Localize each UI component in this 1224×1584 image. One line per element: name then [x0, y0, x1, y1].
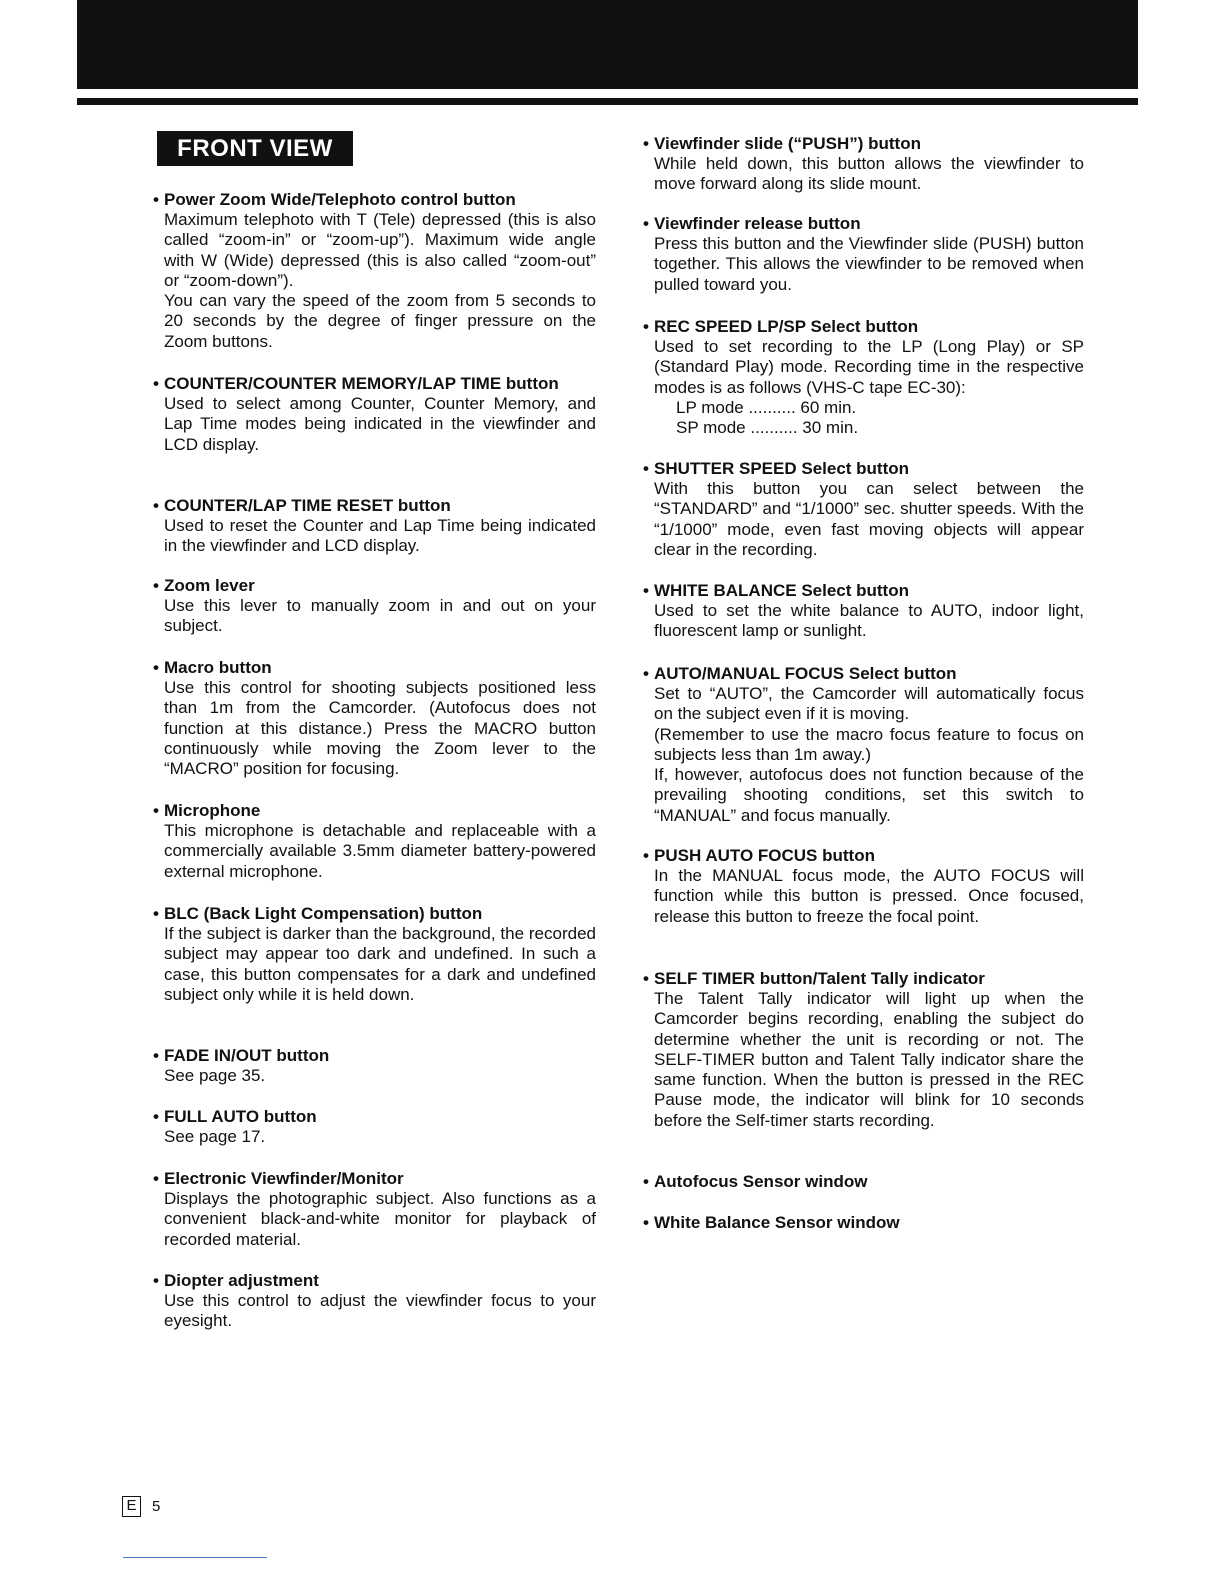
entry-autofocus-sensor — [638, 1172, 1084, 1192]
entry-body — [148, 596, 596, 637]
entry-macro — [148, 658, 596, 779]
bullet-icon: • — [153, 1271, 159, 1290]
entry-title: • AUTO/MANUAL FOCUS Select button — [638, 664, 1084, 684]
bullet-icon: • — [643, 581, 649, 600]
entry-title: • Viewfinder slide (“PUSH”) button — [638, 134, 1084, 154]
entry-body — [638, 337, 1084, 438]
entry-paragraph: Displays the photographic subject. Also functions as a convenient black-and-white monitor for playback of recorded material. — [164, 1189, 596, 1249]
entry-title: • Diopter adjustment — [148, 1271, 596, 1291]
entry-body — [148, 821, 596, 882]
bullet-icon: • — [643, 664, 649, 683]
entry-paragraph: Use this control for shooting subjects positioned less than 1m from the Camcorder. (Autofocus does not function at this distance.) Press the MACRO button continuously while moving the Zoom lever to the “MACRO” position for focusing. — [164, 678, 596, 779]
entry-paragraph: Used to select among Counter, Counter Memory, and Lap Time modes being indicated in the viewfinder and LCD display. — [164, 394, 596, 454]
bullet-icon: • — [643, 134, 649, 153]
header-rule — [77, 98, 1138, 105]
entry-viewfinder-slide — [638, 134, 1084, 195]
entry-body — [638, 479, 1084, 560]
page-number: 5 — [152, 1498, 161, 1515]
entry-shutter-speed — [638, 459, 1084, 560]
entry-body — [148, 924, 596, 1005]
entry-paragraph: See page 17. — [164, 1127, 266, 1146]
entry-counter-reset — [148, 496, 596, 557]
entry-auto-manual-focus — [638, 664, 1084, 826]
entry-title: • SHUTTER SPEED Select button — [638, 459, 1084, 479]
entry-paragraph: (Remember to use the macro focus feature to focus on subjects less than 1m away.) — [654, 724, 1084, 764]
entry-title: • Viewfinder release button — [638, 214, 1084, 234]
entry-body — [148, 1291, 596, 1332]
bullet-icon: • — [643, 459, 649, 478]
entry-paragraph: Used to set recording to the LP (Long Play) or SP (Standard Play) mode. Recording time in the respective modes is as follows (VHS-C tape EC-30): — [654, 337, 1084, 397]
entry-paragraph: Press this button and the Viewfinder slide (PUSH) button together. This allows the viewfinder to be removed when pulled toward you. — [654, 234, 1084, 294]
entry-body — [148, 1066, 596, 1086]
entry-title: • REC SPEED LP/SP Select button — [638, 317, 1084, 337]
bullet-icon: • — [643, 317, 649, 336]
entry-body — [148, 394, 596, 455]
bullet-icon: • — [153, 1107, 159, 1126]
entry-body — [148, 210, 596, 352]
page-letter-box: E — [122, 1496, 141, 1517]
entry-title: • BLC (Back Light Compensation) button — [148, 904, 596, 924]
bullet-icon: • — [643, 969, 649, 988]
bullet-icon: • — [153, 658, 159, 677]
entry-full-auto — [148, 1107, 596, 1147]
entry-title: • Zoom lever — [148, 576, 596, 596]
entry-self-timer — [638, 969, 1084, 1131]
bullet-icon: • — [153, 904, 159, 923]
entry-body — [638, 154, 1084, 195]
entry-title: • Power Zoom Wide/Telephoto control button — [148, 190, 596, 210]
entry-paragraph: In the MANUAL focus mode, the AUTO FOCUS will function while this button is pressed. Once focused, release this button to freeze the focal point. — [654, 866, 1084, 926]
bullet-icon: • — [153, 576, 159, 595]
footer-rule — [123, 1557, 267, 1558]
bullet-icon: • — [643, 846, 649, 865]
bullet-icon: • — [153, 374, 159, 393]
entry-title: • Macro button — [148, 658, 596, 678]
entry-title: • COUNTER/COUNTER MEMORY/LAP TIME button — [148, 374, 596, 394]
bullet-icon: • — [643, 214, 649, 233]
entry-paragraph: Used to reset the Counter and Lap Time being indicated in the viewfinder and LCD display. — [164, 516, 596, 556]
bullet-icon: • — [153, 801, 159, 820]
lp-mode-line: LP mode .......... 60 min. — [676, 397, 857, 417]
entry-paragraph: With this button you can select between the “STANDARD” and “1/1000” sec. shutter speeds. With the “1/1000” mode, even fast moving objects will appear clear in the recording. — [654, 479, 1084, 559]
entry-paragraph: You can vary the speed of the zoom from 5 seconds to 20 seconds by the degree of finger pressure on the Zoom buttons. — [164, 291, 596, 351]
sp-mode-line: SP mode .......... 30 min. — [676, 418, 859, 438]
entry-push-auto-focus — [638, 846, 1084, 927]
entry-diopter — [148, 1271, 596, 1332]
entry-paragraph: This microphone is detachable and replaceable with a commercially available 3.5mm diameter battery-powered external microphone. — [164, 821, 596, 881]
entry-paragraph: If, however, autofocus does not function because of the prevailing shooting conditions, set this switch to “MANUAL” and focus manually. — [654, 765, 1084, 825]
entry-paragraph: Used to set the white balance to AUTO, indoor light, fluorescent lamp or sunlight. — [654, 601, 1084, 641]
entry-title: • FULL AUTO button — [148, 1107, 596, 1127]
bullet-icon: • — [153, 1046, 159, 1065]
entry-title: • Microphone — [148, 801, 596, 821]
entry-body — [148, 1127, 596, 1147]
entry-white-balance — [638, 581, 1084, 642]
entry-body — [148, 678, 596, 779]
entry-viewfinder-monitor — [148, 1169, 596, 1250]
entry-body — [638, 234, 1084, 295]
bullet-icon: • — [153, 1169, 159, 1188]
entry-body — [638, 866, 1084, 927]
entry-paragraph: While held down, this button allows the viewfinder to move forward along its slide mount. — [654, 154, 1084, 194]
entry-viewfinder-release — [638, 214, 1084, 295]
entry-title: • White Balance Sensor window — [638, 1213, 1084, 1233]
entry-paragraph: Use this control to adjust the viewfinder focus to your eyesight. — [164, 1291, 596, 1331]
bullet-icon: • — [643, 1172, 649, 1191]
entry-title: • WHITE BALANCE Select button — [638, 581, 1084, 601]
entry-title: • FADE IN/OUT button — [148, 1046, 596, 1066]
entry-power-zoom — [148, 190, 596, 352]
section-title: FRONT VIEW — [157, 131, 353, 166]
entry-title: • PUSH AUTO FOCUS button — [638, 846, 1084, 866]
entry-title: • SELF TIMER button/Talent Tally indicator — [638, 969, 1084, 989]
entry-paragraph: Set to “AUTO”, the Camcorder will automatically focus on the subject even if it is moving. — [654, 684, 1084, 724]
entry-title: • Electronic Viewfinder/Monitor — [148, 1169, 596, 1189]
bullet-icon: • — [153, 496, 159, 515]
entry-paragraph: Maximum telephoto with T (Tele) depressed (this is also called “zoom-in” or “zoom-up”). Maximum wide angle with W (Wide) depressed (this is also called “zoom-out” or “zoom-down”). — [164, 210, 596, 290]
entry-paragraph: See page 35. — [164, 1066, 266, 1085]
header-band — [77, 0, 1138, 89]
entry-body — [638, 601, 1084, 642]
bullet-icon: • — [643, 1213, 649, 1232]
entry-blc — [148, 904, 596, 1005]
entry-body — [148, 1189, 596, 1250]
bullet-icon: • — [153, 190, 159, 209]
entry-paragraph: If the subject is darker than the background, the recorded subject may appear too dark and undefined. In such a case, this button compensates for a dark and undefined subject only while it is held down. — [164, 924, 596, 1004]
entry-fade — [148, 1046, 596, 1086]
entry-zoom-lever — [148, 576, 596, 637]
entry-microphone — [148, 801, 596, 882]
entry-title: • Autofocus Sensor window — [638, 1172, 1084, 1192]
entry-body — [148, 516, 596, 557]
entry-paragraph: The Talent Tally indicator will light up when the Camcorder begins recording, enabling the subject do determine whether the unit is recording or not. The SELF-TIMER button and Talent Tally indicator share the same function. When the button is pressed in the REC Pause mode, the indicator will blink for 10 seconds before the Self-timer starts recording. — [654, 989, 1084, 1130]
entry-body — [638, 989, 1084, 1131]
entry-paragraph: Use this lever to manually zoom in and out on your subject. — [164, 596, 596, 636]
entry-title: • COUNTER/LAP TIME RESET button — [148, 496, 596, 516]
entry-counter-memory — [148, 374, 596, 455]
entry-rec-speed — [638, 317, 1084, 438]
entry-white-balance-sensor — [638, 1213, 1084, 1233]
entry-body — [638, 684, 1084, 826]
